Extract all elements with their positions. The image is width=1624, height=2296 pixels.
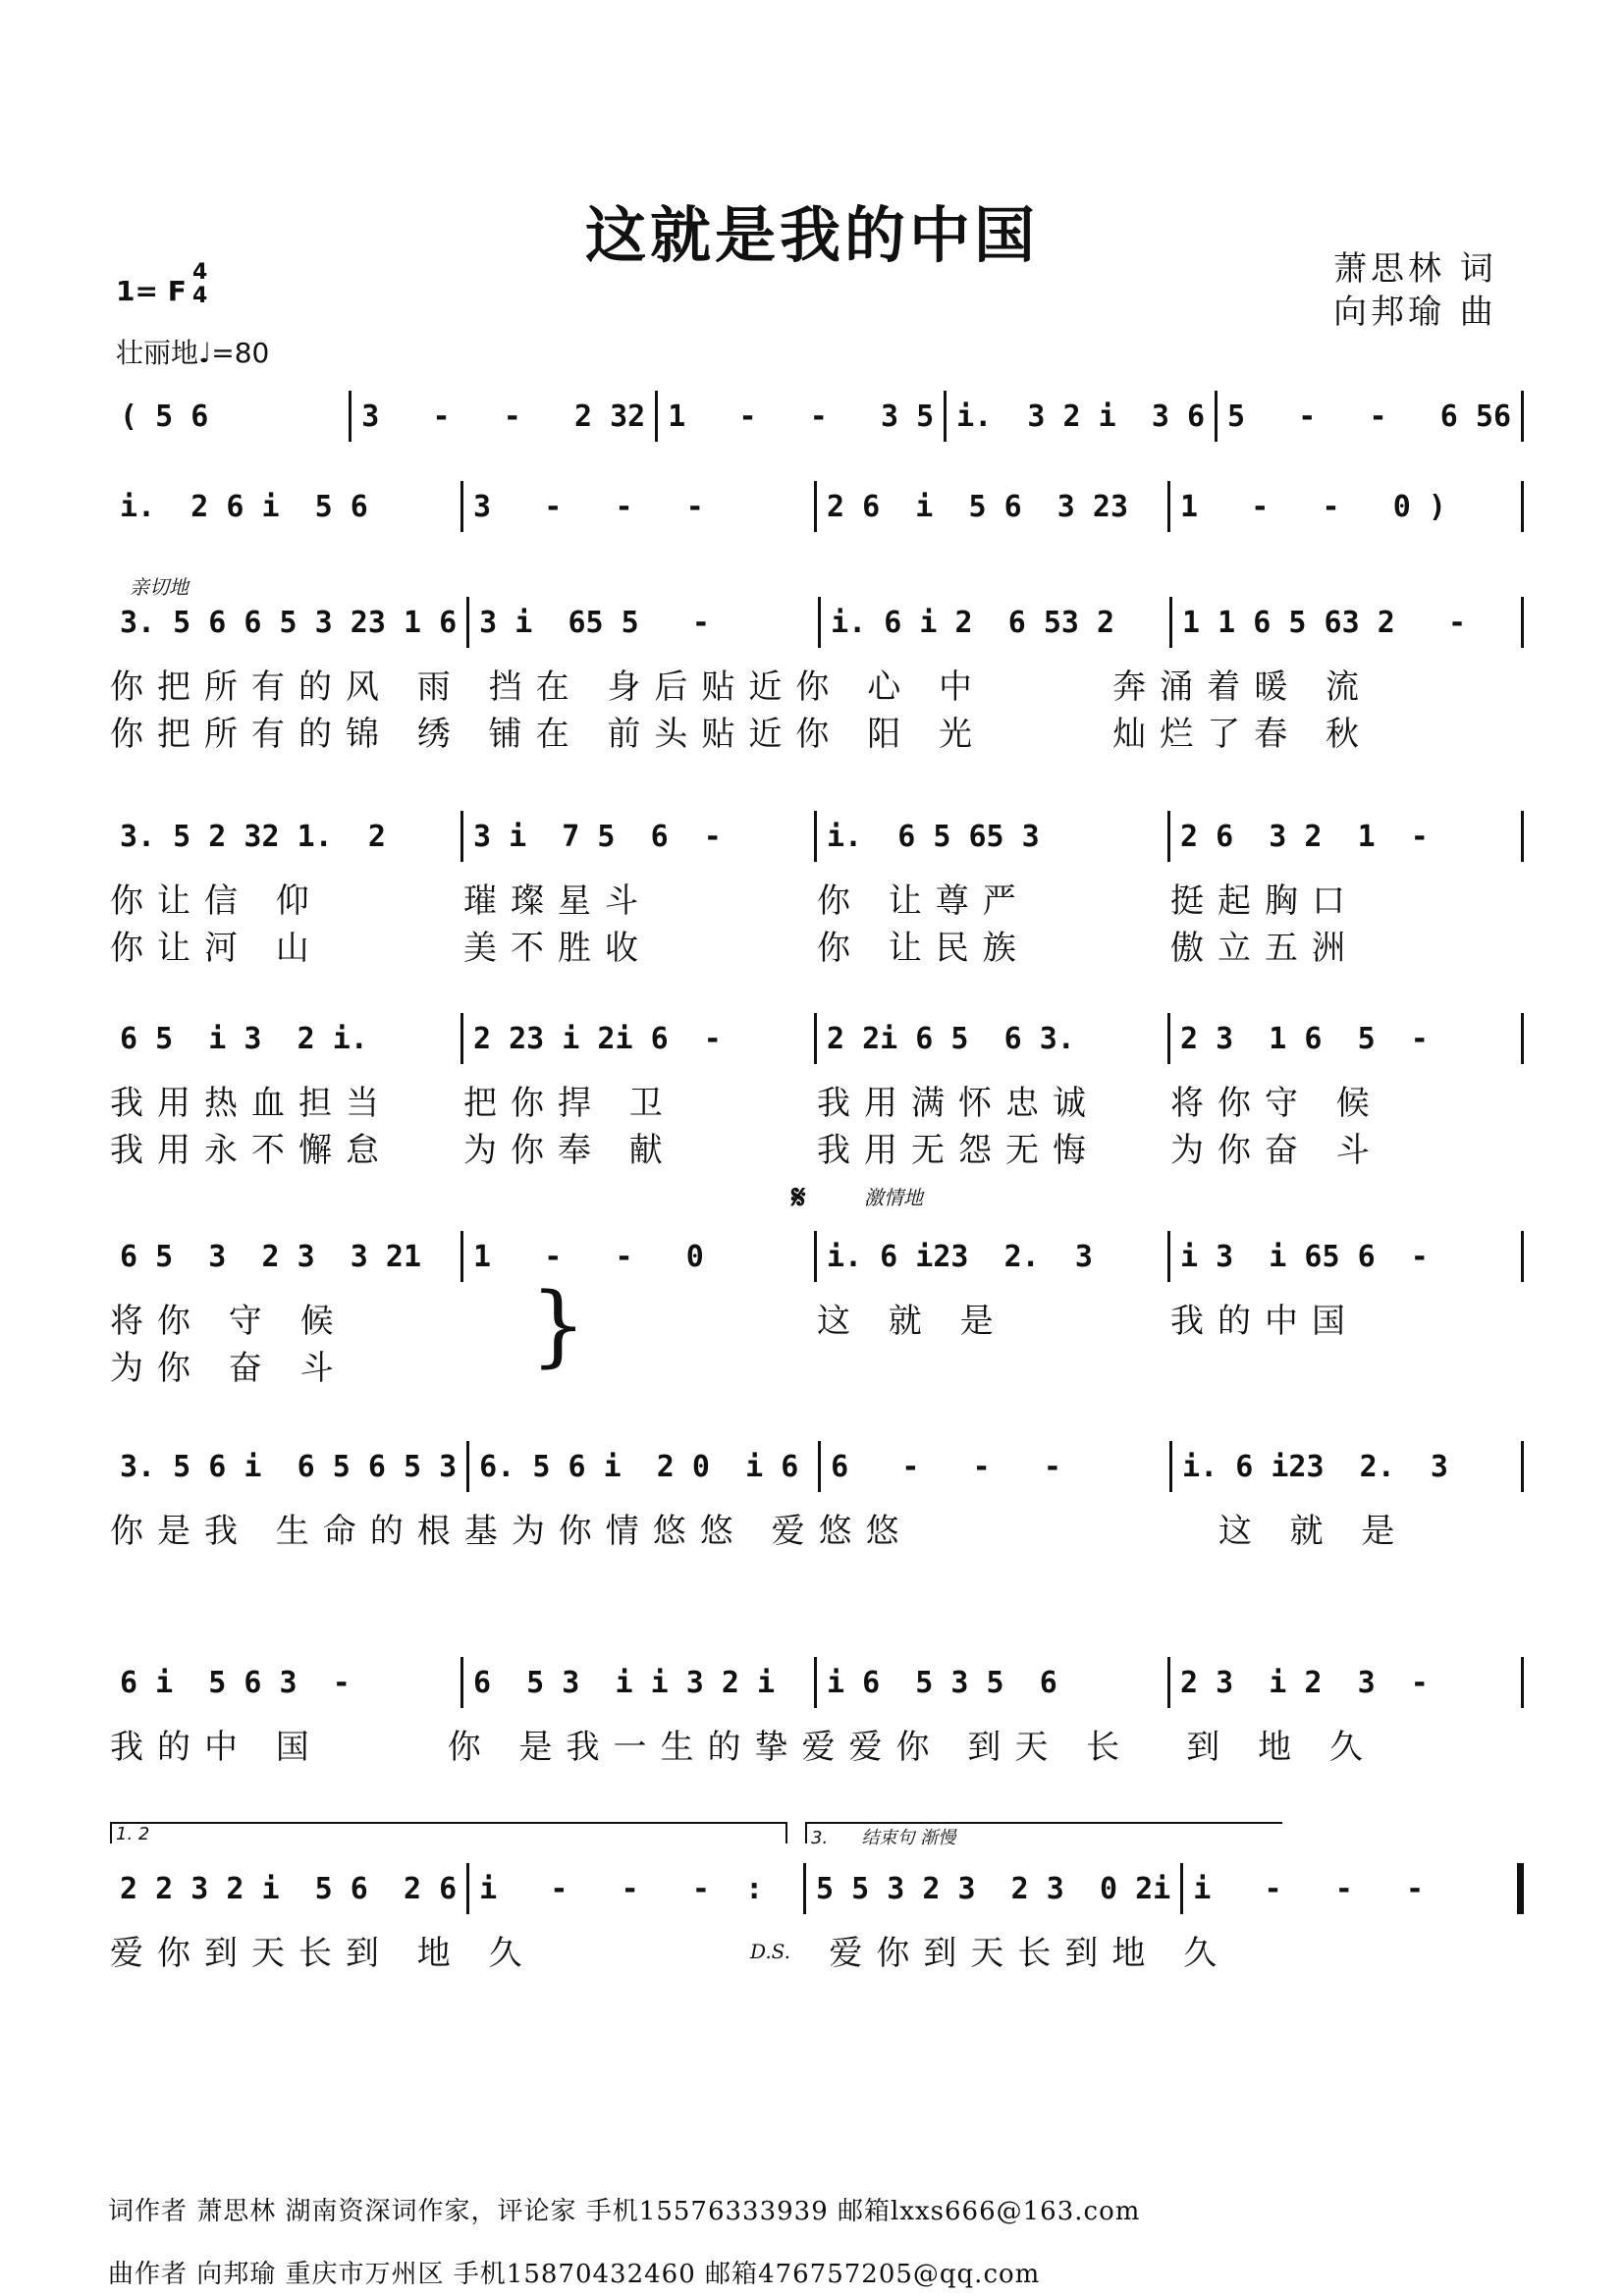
lyric-segment: 璀璨星斗 bbox=[463, 881, 652, 921]
lyric-segment: 到 地 久 bbox=[1186, 1728, 1377, 1767]
lyric-segment: 你把所有的风 雨 挡在 身后 bbox=[110, 667, 702, 707]
barline bbox=[1521, 811, 1524, 862]
song-title: 这就是我的中国 bbox=[584, 199, 1039, 271]
lyric-segment: 你 让尊严 bbox=[817, 881, 1030, 921]
lyrics-verse-1 bbox=[110, 1076, 1524, 1124]
measure: 3 i 65 5 - bbox=[479, 605, 710, 640]
measure: 6 5 3 i i 3 2 i bbox=[473, 1665, 776, 1700]
lyricist-credit: 萧思林 词 bbox=[1333, 249, 1497, 289]
measure: i 3 i 65 6 - bbox=[1180, 1239, 1429, 1274]
marking-passionate: 激情地 bbox=[864, 1186, 923, 1209]
lyrics-verse-2 bbox=[110, 1341, 1524, 1389]
lyric-segment: 为你情悠悠 爱悠悠 bbox=[511, 1512, 913, 1551]
time-signature-bottom: 4 bbox=[192, 284, 208, 308]
lyric-segment: 贴近你 心 中 bbox=[701, 667, 987, 707]
lyric-segment: 为你 奋 斗 bbox=[110, 1349, 348, 1388]
measure: 1 - - 0 ) bbox=[1180, 489, 1446, 524]
lyric-segment: 把你捍 卫 bbox=[463, 1084, 677, 1123]
lyric-segment: 你 是我一生的挚爱 bbox=[447, 1728, 849, 1767]
lyrics-verse-2 bbox=[110, 707, 1524, 755]
lyrics-verse-2 bbox=[110, 1123, 1524, 1171]
measure: 3. 5 6 i 6 5 6 5 3 bbox=[120, 1449, 458, 1484]
lyrics-verse-2 bbox=[110, 921, 1524, 969]
lyric-segment: 贴近你 阳 光 bbox=[701, 715, 987, 754]
lyrics-verse-1 bbox=[110, 1504, 1524, 1552]
measure: 1 - - 0 bbox=[473, 1239, 704, 1274]
measure: 6 5 3 2 3 3 21 bbox=[120, 1239, 422, 1274]
notes-line bbox=[110, 813, 1524, 860]
measure: 6 - - - bbox=[831, 1449, 1061, 1484]
ds-marking: D.S. bbox=[750, 1940, 791, 1963]
lyric-segment: 为你奉 献 bbox=[463, 1131, 677, 1170]
measure: 6 i 5 6 3 - bbox=[120, 1665, 351, 1700]
lyrics-verse-1 bbox=[110, 1720, 1524, 1768]
lyric-segment: 将你守 候 bbox=[1170, 1084, 1383, 1123]
notes-line bbox=[110, 1015, 1524, 1062]
lyric-segment: 将你 守 候 bbox=[110, 1302, 348, 1341]
notes-line bbox=[110, 599, 1524, 646]
tempo-expression: 壮丽地 bbox=[116, 337, 199, 369]
lyrics-verse-1 bbox=[110, 660, 1524, 708]
notes-line bbox=[110, 1659, 1524, 1706]
volta-first-ending: 1. 2 bbox=[110, 1822, 787, 1843]
lyric-segment bbox=[536, 1926, 830, 1974]
measure: 2 2i 6 5 6 3. bbox=[827, 1021, 1075, 1056]
quarter-note-icon: ♩ bbox=[198, 337, 212, 369]
barline bbox=[1517, 1863, 1524, 1914]
lyric-segment bbox=[463, 1294, 817, 1342]
measure: 1 - - 3 5 bbox=[668, 399, 935, 434]
measure: 2 6 i 5 6 3 23 bbox=[827, 489, 1129, 524]
lyric-segment: 挺起胸口 bbox=[1170, 881, 1359, 921]
lyric-segment: 这 就 是 bbox=[1218, 1512, 1409, 1551]
notes-line bbox=[110, 1233, 1524, 1280]
lyrics-verse-1 bbox=[110, 1926, 1524, 1974]
lyric-segment: 奔涌着暖 流 bbox=[1112, 667, 1374, 707]
credits bbox=[1333, 247, 1497, 334]
footer-composer-info: 曲作者 向邦瑜 重庆市万州区 手机15870432460 邮箱476757205@qq.com bbox=[108, 2260, 1041, 2289]
lyric-segment: 我用满怀忠诚 bbox=[817, 1084, 1100, 1123]
barline bbox=[1521, 1441, 1524, 1492]
lyric-segment: 我的中国 bbox=[1170, 1302, 1359, 1341]
volta-third-label: 3. bbox=[811, 1828, 829, 1848]
lyric-segment bbox=[817, 1341, 1170, 1389]
time-signature-top: 4 bbox=[192, 260, 208, 285]
barline bbox=[1521, 481, 1524, 532]
measure: 2 6 3 2 1 - bbox=[1180, 819, 1429, 854]
lyric-segment bbox=[913, 1504, 1218, 1552]
measure: i - - - bbox=[1193, 1871, 1425, 1906]
notes-line bbox=[110, 483, 1524, 530]
measure: i - - - : bbox=[479, 1871, 764, 1906]
lyric-segment: 你让信 仰 bbox=[110, 881, 323, 921]
barline bbox=[1521, 1013, 1524, 1064]
tempo-bpm: =80 bbox=[211, 337, 270, 369]
composer-credit: 向邦瑜 曲 bbox=[1333, 293, 1497, 332]
segno-icon: 𝄋 bbox=[791, 1178, 806, 1217]
lyric-segment: 我用无怨无悔 bbox=[817, 1131, 1100, 1170]
lyric-segment: 为你奋 斗 bbox=[1170, 1131, 1383, 1170]
lyrics-verse-1 bbox=[110, 1294, 1524, 1342]
marking-ending: 结束句 渐慢 bbox=[861, 1828, 956, 1848]
measure: 2 3 i 2 3 - bbox=[1180, 1665, 1429, 1700]
measure: i. 6 i23 2. 3 bbox=[1182, 1449, 1448, 1484]
measure: 1 1 6 5 63 2 - bbox=[1182, 605, 1467, 640]
lyric-segment: 我的中 国 bbox=[110, 1728, 323, 1767]
lyric-segment: 爱你 到天 长 bbox=[848, 1728, 1134, 1767]
lyric-segment bbox=[1230, 1926, 1524, 1974]
barline bbox=[1521, 1231, 1524, 1282]
measure: 3. 5 2 32 1. 2 bbox=[120, 819, 386, 854]
measure: 6. 5 6 i 2 0 i 6 bbox=[479, 1449, 799, 1484]
measure: 6 5 i 3 2 i. bbox=[120, 1021, 368, 1056]
measure: i 6 5 3 5 6 bbox=[827, 1665, 1057, 1700]
measure: i. 2 6 i 5 6 bbox=[120, 489, 368, 524]
measure: 2 2 3 2 i 5 6 2 6 bbox=[120, 1871, 458, 1906]
measure: 3 - - - bbox=[473, 489, 704, 524]
tempo-marking bbox=[116, 332, 269, 371]
measure: 5 - - 6 56 bbox=[1227, 399, 1511, 434]
barline bbox=[1521, 391, 1524, 442]
measure: i. 6 i23 2. 3 bbox=[827, 1239, 1093, 1274]
measure: 5 5 3 2 3 2 3 0 2i bbox=[815, 1871, 1171, 1906]
measure: i. 6 5 65 3 bbox=[827, 819, 1040, 854]
notes-line bbox=[110, 1443, 1524, 1490]
lyric-segment: 爱你到天长到地 久 bbox=[829, 1934, 1231, 1973]
notes-line bbox=[110, 393, 1524, 440]
marking-intimate: 亲切地 bbox=[130, 575, 189, 599]
time-signature bbox=[192, 261, 207, 308]
lyric-segment: 傲立五洲 bbox=[1170, 929, 1359, 968]
lyrics-verse-1 bbox=[110, 874, 1524, 922]
measure: i. 6 i 2 6 53 2 bbox=[831, 605, 1115, 640]
measure: i. 3 2 i 3 6 bbox=[956, 399, 1206, 434]
lyric-segment: 你 让民族 bbox=[817, 929, 1030, 968]
key-signature: 1= F bbox=[116, 275, 187, 307]
lyric-segment: 你让河 山 bbox=[110, 929, 323, 968]
measure: 3 i 7 5 6 - bbox=[473, 819, 722, 854]
lyric-segment: 你把所有的锦 绣 铺在 前头 bbox=[110, 715, 702, 754]
measure: 2 23 i 2i 6 - bbox=[473, 1021, 722, 1056]
barline bbox=[1521, 1657, 1524, 1708]
measure: 3. 5 6 6 5 3 23 1 6 bbox=[120, 605, 458, 640]
measure: ( 5 6 bbox=[120, 399, 209, 434]
measure: 3 - - 2 32 bbox=[361, 399, 646, 434]
measure: 2 3 1 6 5 - bbox=[1180, 1021, 1429, 1056]
lyric-segment: 美不胜收 bbox=[463, 929, 652, 968]
volta-third-ending bbox=[805, 1822, 1282, 1848]
lyric-segment: 灿烂了春 秋 bbox=[1112, 715, 1374, 754]
lyric-segment: 这 就 是 bbox=[817, 1302, 1007, 1341]
lyric-segment bbox=[1170, 1341, 1524, 1389]
barline bbox=[1521, 597, 1524, 648]
lyric-segment: 我用热血担当 bbox=[110, 1084, 393, 1123]
brace-icon: } bbox=[530, 1274, 587, 1377]
lyric-segment: 你是我 生命的根基 bbox=[110, 1512, 512, 1551]
lyric-segment: 爱你到天长到 地 久 bbox=[110, 1934, 536, 1973]
lyric-segment bbox=[463, 1341, 817, 1389]
footer-lyricist-info: 词作者 萧思林 湖南资深词作家，评论家 手机15576333939 邮箱lxxs666@163.com bbox=[108, 2197, 1141, 2226]
notes-line bbox=[110, 1865, 1524, 1912]
lyric-segment: 我用永不懈怠 bbox=[110, 1131, 393, 1170]
